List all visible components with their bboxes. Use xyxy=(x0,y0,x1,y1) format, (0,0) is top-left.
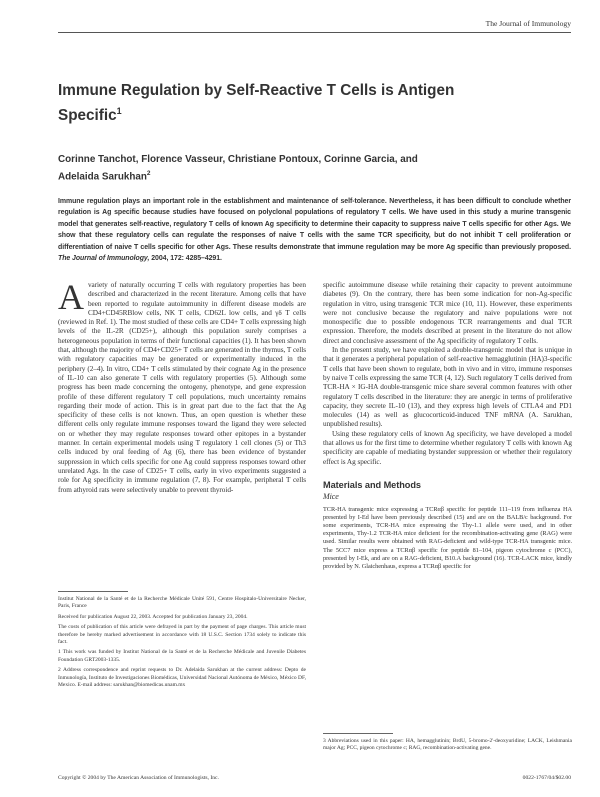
correspondence-footnote: 2 Address correspondence and reprint requests to Dr. Adelaida Sarukhan at the current address: Depto de Inmunología, Instituto de Investigaciones Biomédicas, Universidad Nacional Autónoma de México, México DF, Mexico. E-mail address: sarukhan@biomedicas.unam.mx xyxy=(58,667,306,689)
author-list xyxy=(58,153,518,184)
abbreviations-footnote: 3 Abbreviations used in this paper: HA, hemagglutinin; BrdU, 5-bromo-2'-deoxyuridine; LACK, Leishmania major Ag; PCC, pigeon cytochrome c; RAG, recombination-activating gene. xyxy=(323,738,572,752)
left-column xyxy=(58,277,306,495)
citation-journal: The Journal of Immunology, xyxy=(58,255,150,263)
affiliation: Institut National de la Santé et de la Recherche Médicale Unité 591, Centre Hospitalo-Universitaire Necker, Paris, France xyxy=(58,596,306,610)
header-rule xyxy=(58,32,571,33)
right-column xyxy=(323,281,572,571)
methods-paragraph: TCR-HA transgenic mice expressing a TCRαβ specific for peptide 111–119 from influenza HA presented by I-Ed have been previously described (15) and are on the BALB/c background. For some experiments, TCR-HA mice expressing the Thy-1.1 allele were used, and in other experiments, Thy-1.2 TCR-HA mice deficient for the recombination-activating gene (RAG) were used. Similar results were obtained with RAG-deficient and wild-type TCR-HA transgenic mice. The 5CC7 mice express a TCRαβ specific for peptide 81–104, pigeon cytochrome c (PCC), presented by I-Ek, and are on a RAG-deficient, B10.A background (16). TCR-LACK mice, kindly provided by N. Glaichenhaus, express a TCRαβ specific for xyxy=(323,505,572,570)
authors-line-1: Corinne Tanchot, Florence Vasseur, Christiane Pontoux, Corinne Garcia, and xyxy=(58,154,418,165)
copyright: Copyright © 2004 by The American Association of Immunologists, Inc. xyxy=(58,775,219,781)
issn: 0022-1767/04/$02.00 xyxy=(522,775,571,781)
section-heading: Materials and Methods xyxy=(323,479,421,490)
footnote-rule xyxy=(323,733,393,734)
paragraph: Using these regulatory cells of known Ag specificity, we have developed a model that allows us for the first time to determine whether regulatory T cells with known Ag specificity are capable of mediating bystander suppression or whether their regulatory effect is Ag specific. xyxy=(323,429,572,466)
journal-name: The Journal of Immunology xyxy=(485,19,571,28)
drop-cap: A xyxy=(58,277,84,317)
subsection-heading: Mice xyxy=(323,492,339,502)
intro-paragraph: Avariety of naturally occurring T cells with regulatory properties has been described and characterized in the recent literature. Among cells that have been reported to regulate autoimmunity in different disease models are CD4+CD45RBlow cells, NK T cells, CD62L low cells, and γδ T cells (reviewed in Ref. 1). The most studied of these cells are CD4+ T cells expressing high levels of the IL-2R (CD25+), although this population surely comprises a heterogeneous population in terms of their functional capacities (1). It has been shown that, although the majority of CD4+CD25+ T cells are generated in the thymus, T cells with regulatory capacities may be generated or experimentally induced in the periphery (2–4). In vitro, CD4+ T cells stimulated by their cognate Ag in the presence of IL-10 can also generate T cells with regulatory properties (5). Although some progress has been made concerning the ontogeny, phenotype, and gene expression profile of these different regulatory T cell populations, much uncertainty remains regarding their mode of action. This is in great part due to the fact that the Ag specificity of these cells is not known. Thus, an open question is whether these different cells only regulate immune responses toward the ligand they were selected on or whether they may regulate responses toward other epitopes in a bystander manner. In certain experimental models using T regulatory 1 cell clones (5) or Th3 cells induced by oral feeding of Ag (6), there has been evidence of bystander suppression in which cells specific for one Ag could suppress responses toward other unrelated Ags. In the case of CD25+ T cells, early in vivo experiments suggested a role for Ag specificity in immune regulation (7, 8). For example, peripheral T cells from athyroid rats were selectively unable to prevent thyroid- xyxy=(58,277,306,494)
received-dates: Received for publication August 22, 2003. Accepted for publication January 23, 2004. xyxy=(58,613,248,620)
paragraph: In the present study, we have exploited a double-transgenic model that is unique in that it generates a peripheral population of self-reactive hemagglutinin (HA)3-specific T cells that have been shown to regulate, both in vivo and in vitro, immune responses by naive T cells expressing the same TCR (4, 12). Such regulatory T cells derived from TCR-HA × IG-HA double-transgenic mice share several common features with other regulatory T cells described in the literature: they are anergic in terms of proliferative capacity, they secrete IL-10 (13), and they express high levels of CTLA4 and PD1 molecules (14) as well as glucocorticoid-induced TNF mRNA (A. Sarukhan, unpublished results). xyxy=(323,346,572,429)
funding-footnote: 1 This work was funded by Institut National de la Santé et de la Recherche Médicale and Juvenile Diabetes Foundation GRT2003-1335. xyxy=(58,649,306,663)
abstract: Immune regulation plays an important role in the establishment and maintenance of self-tolerance. Nevertheless, it has been difficult to conclude whether regulation is Ag specific because studies have focused on polyclonal populations of regulatory T cells. We have used in this study a murine transgenic model that generates self-reactive, regulatory T cells of known Ag specificity to determine their capacity to suppress naive T cells specific for other Ags. We show that these regulatory cells can regulate the responses of naive T cells with the same TCR specificity, but do not inhibit T cell proliferation or differentiation of naive T cells specific for other Ags. These results demonstrate that immune regulation may be more Ag specific than previously proposed. The Journal of Immunology, 2004, 172: 4285–4291. xyxy=(58,198,571,263)
footnote-rule xyxy=(58,591,128,592)
authors-line-2: Adelaida Sarukhan$^2$ xyxy=(58,170,151,183)
citation-details: 2004, 172: 4285–4291. xyxy=(149,255,222,263)
article-title: Immune Regulation by Self-Reactive T Cells is Antigen Specific$^1$ xyxy=(58,82,455,125)
paragraph: specific autoimmune disease while retaining their capacity to prevent autoimmune diabetes (9). On the contrary, there has been some indication for non-Ag-specific regulation in vitro, using transgenic TCR mice (10, 11). However, these experiments were not conclusive because the regulatory and naive populations were not monospecific due to possible endogenous TCR rearrangements and dual TCR expression. Therefore, the models described at present in the literature do not allow direct and conclusive assessment of the Ag specificity of regulatory T cells. xyxy=(323,281,572,345)
footnotes-left xyxy=(58,596,306,689)
publication-costs: The costs of publication of this article were defrayed in part by the payment of page charges. This article must therefore be hereby marked advertisement in accordance with 18 U.S.C. Section 1734 solely to indicate this fact. xyxy=(58,624,306,646)
